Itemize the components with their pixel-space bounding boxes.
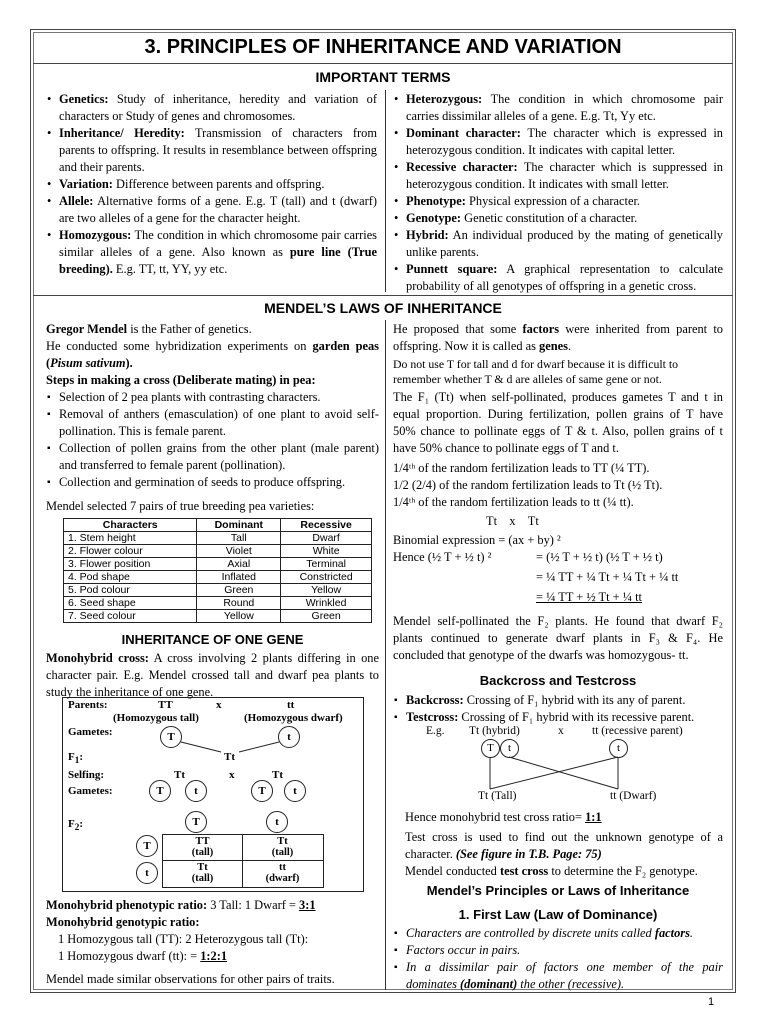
table-row [64, 545, 372, 558]
punnett-side-T: T [136, 835, 158, 857]
table-row [64, 532, 372, 545]
testcross-item: ▪ Testcross: Crossing of F₁ hybrid with its recessive parent. [393, 709, 723, 726]
gamete-T: T [149, 780, 171, 802]
law-item: ▪ In a dissimilar pair of factors one member of the pair dominates (dominant) the other (recessive). [393, 959, 723, 993]
hybrid-gamete-T: T [481, 739, 500, 758]
binomial-expression: Binomial expression = (ax + by) ² [393, 533, 561, 547]
terms-left-column [46, 91, 377, 278]
testcross-conducted: Mendel conducted test cross to determine the F₂ genotype. [405, 864, 698, 878]
principles-heading: Mendel’s Principles or Laws of Inheritance [426, 883, 690, 898]
f1-genotype: Tt [224, 751, 235, 763]
selfing-left: Tt [174, 769, 185, 781]
backcross-heading: Backcross and Testcross [479, 673, 637, 688]
table-cell: 1. Stem height [64, 532, 197, 545]
term-item: • Inheritance/ Heredity: Transmission of characters from parents to offspring. It results in resemblance between offspring and their parents. [46, 125, 377, 176]
f2-conclusion: Mendel self-pollinated the F₂ plants. He found that dwarf F₂ plants continued to generate dwarf plants in F₃ & F₄. He concluded that genotype of the dwarfs was homozygous- tt. [393, 614, 723, 662]
step-item: ▪ Collection and germination of seeds to produce offspring. [46, 474, 379, 491]
term-item: • Variation: Difference between parents and offspring. [46, 176, 377, 193]
table-cell: Dwarf [281, 532, 372, 545]
step-item: ▪ Removal of anthers (emasculation) of one plant to avoid self-pollination. This is female parent. [46, 406, 379, 440]
hybrid-label: Tt (hybrid) [469, 725, 520, 737]
testcross-ratio: Hence monohybrid test cross ratio= 1:1 [405, 810, 602, 824]
gamete-t: t [284, 780, 306, 802]
term-item: • Genotype: Genetic constitution of a character. [393, 210, 723, 227]
punnett-side-t: t [136, 862, 158, 884]
homozygous-dwarf-label: (Homozygous dwarf) [244, 712, 343, 724]
phenotypic-ratio: Monohybrid phenotypic ratio: 3 Tall: 1 Dwarf = 3:1 [46, 898, 316, 912]
term-item: • Dominant character: The character which is expressed in heterozygous condition. It indicates with capital letter. [393, 125, 723, 159]
cross-line: Tt x Tt [486, 514, 539, 528]
gamete-T: T [251, 780, 273, 802]
monohybrid-cross-figure [62, 697, 364, 892]
table-cell: Inflated [197, 571, 281, 584]
punnett-cell: Tt (tall) [191, 862, 214, 884]
steps-heading: Steps in making a cross (Deliberate mating) in pea: [46, 373, 316, 387]
table-cell: Violet [197, 545, 281, 558]
experiment-line: He conducted some hybridization experiments on garden peas (Pisum sativum). [46, 339, 379, 370]
recessive-gamete-t: t [609, 739, 628, 758]
hence-line: Hence (½ T + ½ t) ² = (½ T + ½ t) (½ T + ½ t) [393, 550, 663, 564]
parent-tt-recessive: tt [287, 699, 295, 711]
eg-label: E.g. [426, 725, 445, 737]
factors-text: He proposed that some factors were inherited from parent to offspring. Now it is called as genes. [393, 322, 723, 353]
gamete-t: t [185, 780, 207, 802]
term-item: • Genetics: Study of inheritance, heredity and variation of characters or Study of genes and chromosomes. [46, 91, 377, 125]
punnett-cell: tt (dwarf) [265, 862, 300, 884]
table-cell: Round [197, 597, 281, 610]
table-cell: White [281, 545, 372, 558]
selfing-label: Selfing: [68, 769, 105, 781]
table-cell: Axial [197, 558, 281, 571]
table-cell: 2. Flower colour [64, 545, 197, 558]
table-cell: 3. Flower position [64, 558, 197, 571]
table-cell: 7. Seed colour [64, 610, 197, 623]
tall-offspring: Tt (Tall) [478, 790, 517, 802]
table-row [64, 584, 372, 597]
note-text: Do not use T for tall and d for dwarf because it is difficult to remember whether T & d are alleles of same gene or not. [393, 357, 679, 386]
gamete-t: t [278, 726, 300, 748]
terms-right-list [393, 91, 723, 295]
one-gene-heading: INHERITANCE OF ONE GENE [121, 632, 304, 647]
testcross-use: Test cross is used to find out the unknown genotype of a character. (See figure in T.B. Page: 75) [405, 830, 723, 861]
gametes-label: Gametes: [68, 726, 113, 738]
mendel-left-column [46, 321, 379, 701]
table-cell: Constricted [281, 571, 372, 584]
table-cell: Yellow [197, 610, 281, 623]
genotypic-line-1: 1 Homozygous tall (TT): 2 Heterozygous tall (Tt): [58, 932, 309, 946]
homozygous-tall-label: (Homozygous tall) [113, 712, 199, 724]
hybrid-gamete-t: t [500, 739, 519, 758]
f2-label: $F_2$: [68, 818, 83, 833]
dwarf-offspring: tt (Dwarf) [610, 790, 657, 802]
term-item: • Punnett square: A graphical representation to calculate probability of all genotypes of offspring in a genetic cross. [393, 261, 723, 295]
backcross-item: ▪ Backcross: Crossing of F₁ hybrid with its any of parent. [393, 692, 723, 709]
table-row [64, 597, 372, 610]
cross-symbol: x [558, 725, 564, 737]
punnett-cell: TT (tall) [191, 836, 214, 858]
terms-left-list [46, 91, 377, 278]
term-item: • Recessive character: The character which is suppressed in heterozygous condition. It indicates with small letter. [393, 159, 723, 193]
selfing-right: Tt [272, 769, 283, 781]
parent-tt-dominant: TT [158, 699, 173, 711]
term-item: • Allele: Alternative forms of a gene. E.g. T (tall) and t (dwarf) are two alleles of a gene for the character height. [46, 193, 377, 227]
punnett-top-t: t [266, 811, 288, 833]
testcross-text-block [405, 809, 723, 880]
fertilization-quarter-tt: 1/4ᵗʰ of the random fertilization leads to tt (¼ tt). [393, 495, 634, 509]
law-item: ▪ Characters are controlled by discrete units called factors. [393, 925, 723, 942]
mendel-laws-heading: MENDEL’S LAWS OF INHERITANCE [264, 300, 502, 316]
simplified-line: = ¼ TT + ½ Tt + ¼ tt [536, 590, 642, 604]
parents-label: Parents: [68, 699, 108, 711]
cross-symbol: x [216, 699, 222, 711]
table-header: Dominant [197, 519, 281, 532]
first-law-list [393, 925, 723, 993]
fertilization-half-Tt: 1/2 (2/4) of the random fertilization leads to Tt (½ Tt). [393, 478, 663, 492]
expansion-line: = ¼ TT + ¼ Tt + ¼ Tt + ¼ tt [536, 570, 679, 584]
testcross-figure [420, 723, 720, 808]
term-item: • Hybrid: An individual produced by the mating of genetically unlike parents. [393, 227, 723, 261]
table-cell: Terminal [281, 558, 372, 571]
table-cell: Tall [197, 532, 281, 545]
term-item: • Heterozygous: The condition in which chromosome pair carries dissimilar alleles of a gene. E.g. Tt, Yy etc. [393, 91, 723, 125]
gametes-label-2: Gametes: [68, 785, 113, 797]
table-cell: Wrinkled [281, 597, 372, 610]
divider [33, 295, 733, 296]
recessive-parent-label: tt (recessive parent) [592, 725, 683, 737]
steps-list [46, 389, 379, 491]
divider [33, 63, 733, 64]
table-header: Characters [64, 519, 197, 532]
law-item: ▪ Factors occur in pairs. [393, 942, 723, 959]
table-cell: Green [197, 584, 281, 597]
f1-gametes-text: The F₁ (Tt) when self-pollinated, produces gametes T and t in equal proportion. During fertilization, pollen grains of T have 50% chance to pollinate eggs of T & t. Also, pollen grains of t have 50% chance to pollinate eggs of T and t. [393, 390, 723, 455]
backcross-list [393, 692, 723, 726]
table-cell: Green [281, 610, 372, 623]
table-cell: 4. Pod shape [64, 571, 197, 584]
f1-label: $F_1$: [68, 751, 83, 766]
table-cell: 6. Seed shape [64, 597, 197, 610]
monohybrid-def: Monohybrid cross: A cross involving 2 plants differing in one character pair. E.g. Mendel crossed tall and dwarf pea plants to study the inheritance of one gene. [46, 651, 379, 699]
term-item: • Homozygous: The condition in which chromosome pair carries similar alleles of a gene. Also known as pure line (True breeding). E.g. TT, tt, YY, yy etc. [46, 227, 377, 278]
selected-text: Mendel selected 7 pairs of true breeding pea varieties: [46, 499, 315, 513]
column-divider [385, 320, 386, 990]
table-row [64, 571, 372, 584]
punnett-cell: Tt (tall) [271, 836, 294, 858]
step-item: ▪ Collection of pollen grains from the other plant (male parent) and transferred to female parent (pollination). [46, 440, 379, 474]
punnett-top-T: T [185, 811, 207, 833]
gamete-T: T [160, 726, 182, 748]
page-number: 1 [708, 996, 715, 1008]
table-header: Recessive [281, 519, 372, 532]
pea-varieties-table [63, 518, 372, 623]
first-law-heading: 1. First Law (Law of Dominance) [458, 907, 658, 922]
column-divider [385, 90, 386, 292]
similar-observations: Mendel made similar observations for other pairs of traits. [46, 972, 335, 986]
table-cell: Yellow [281, 584, 372, 597]
table-row [64, 610, 372, 623]
step-item: ▪ Selection of 2 pea plants with contrasting characters. [46, 389, 379, 406]
important-terms-heading: IMPORTANT TERMS [315, 69, 451, 85]
punnett-square [162, 834, 324, 888]
terms-right-column [393, 91, 723, 295]
term-item: • Phenotype: Physical expression of a character. [393, 193, 723, 210]
ratios-block [46, 897, 379, 988]
genotypic-line-2: 1 Homozygous dwarf (tt): = 1:2:1 [58, 949, 228, 963]
father-line: Gregor Mendel is the Father of genetics. [46, 322, 252, 336]
testcross-lines [420, 723, 720, 808]
table-cell: 5. Pod colour [64, 584, 197, 597]
genotypic-heading: Monohybrid genotypic ratio: [46, 915, 200, 929]
selfing-cross: x [229, 769, 235, 781]
principles-block [393, 882, 723, 993]
fertilization-quarter-TT: 1/4ᵗʰ of the random fertilization leads to TT (¼ TT). [393, 461, 650, 475]
mendel-right-column [393, 321, 723, 726]
table-row [64, 558, 372, 571]
page-title: 3. PRINCIPLES OF INHERITANCE AND VARIATION [144, 36, 622, 58]
